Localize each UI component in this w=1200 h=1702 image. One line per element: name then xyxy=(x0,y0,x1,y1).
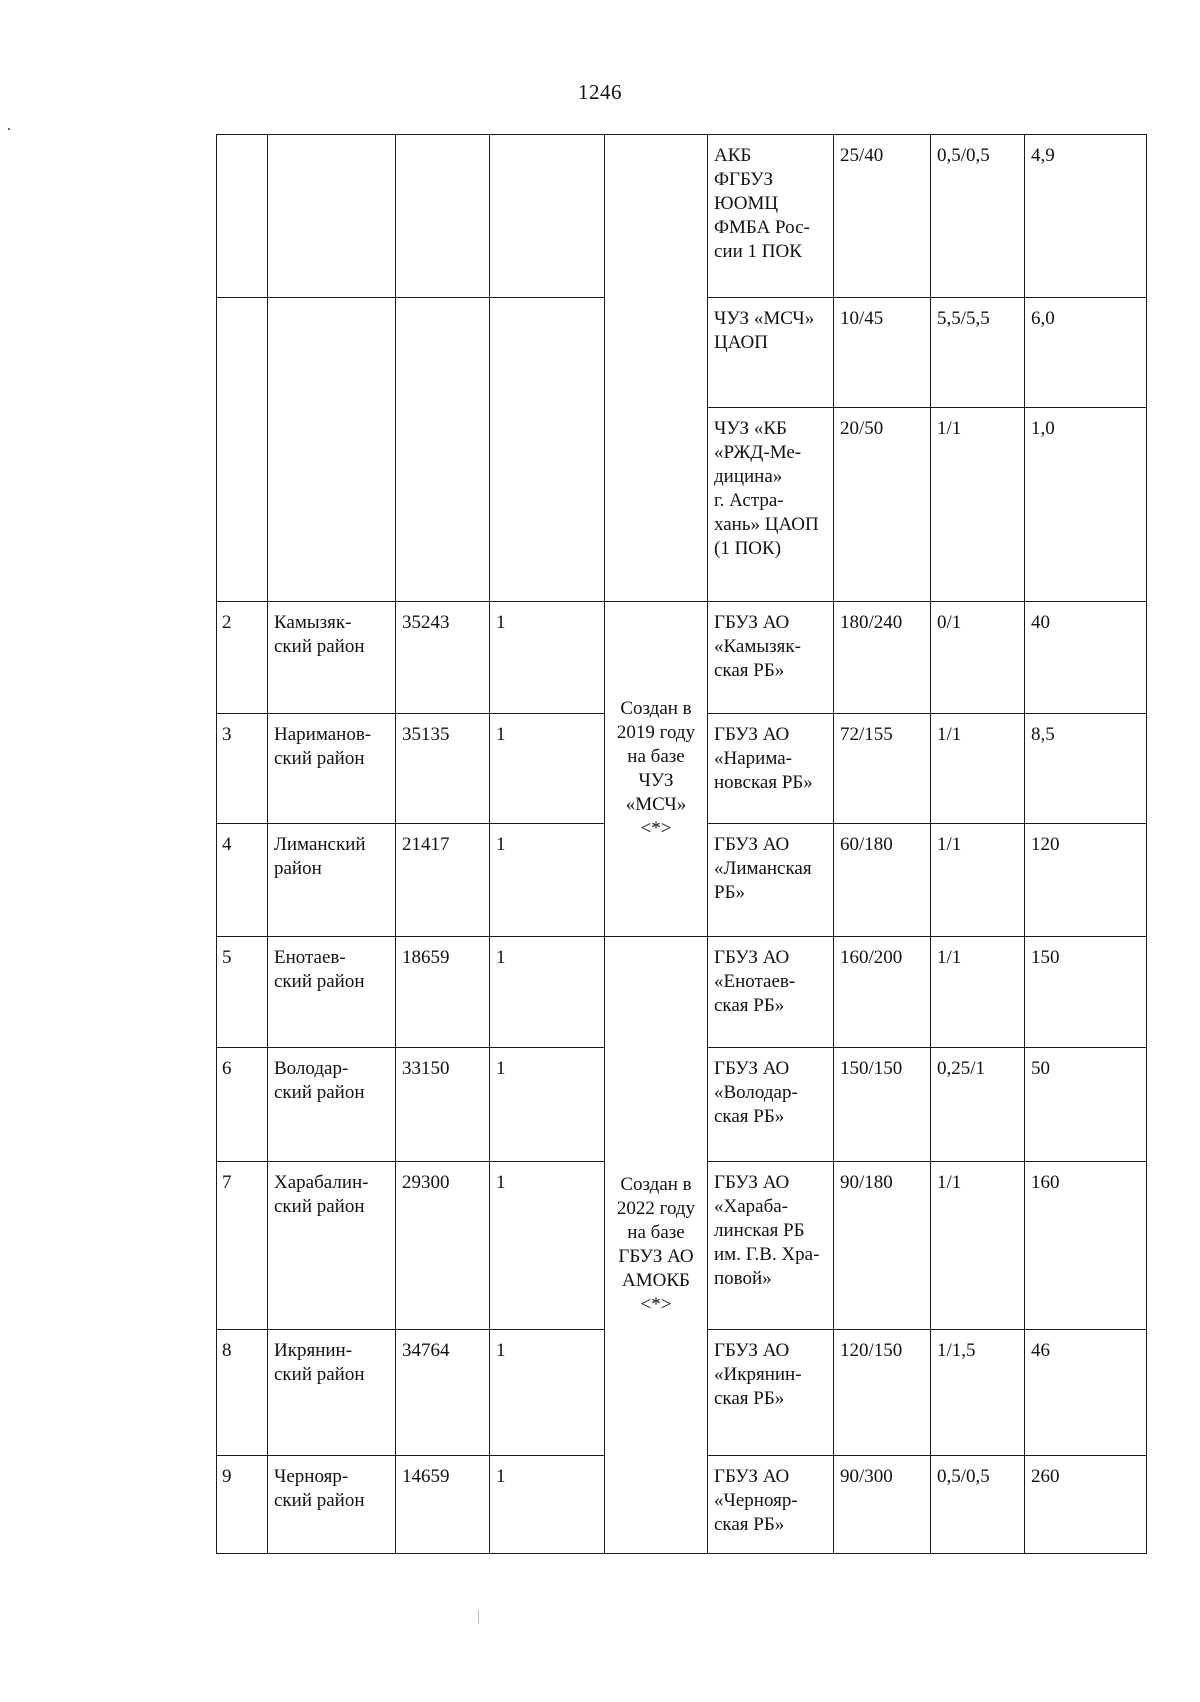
scan-mark xyxy=(478,1610,479,1624)
row-number-cell: 8 xyxy=(217,1330,268,1456)
district-cell: Лиманский район xyxy=(268,824,396,937)
organization-cell: ГБУЗ АО «Енотаев- ская РБ» xyxy=(708,937,834,1048)
row-number-cell: 9 xyxy=(217,1456,268,1554)
capacity-cell: 60/180 xyxy=(834,824,931,937)
population-cell: 29300 xyxy=(396,1162,490,1330)
table-row xyxy=(217,602,1147,714)
distance-cell: 46 xyxy=(1025,1330,1147,1456)
count-cell: 1 xyxy=(490,1048,605,1162)
ratio-cell: 1/1,5 xyxy=(931,1330,1025,1456)
count-cell xyxy=(490,298,605,602)
district-cell: Володар- ский район xyxy=(268,1048,396,1162)
row-number-cell xyxy=(217,135,268,298)
ratio-cell: 0/1 xyxy=(931,602,1025,714)
count-cell xyxy=(490,135,605,298)
distance-cell: 8,5 xyxy=(1025,714,1147,824)
ratio-cell: 1/1 xyxy=(931,714,1025,824)
ratio-cell: 0,25/1 xyxy=(931,1048,1025,1162)
ratio-cell: 1/1 xyxy=(931,408,1025,602)
district-facilities-table xyxy=(216,134,1147,1554)
distance-cell: 4,9 xyxy=(1025,135,1147,298)
row-number-cell xyxy=(217,298,268,602)
organization-cell: ГБУЗ АО «Икрянин- ская РБ» xyxy=(708,1330,834,1456)
count-cell: 1 xyxy=(490,1456,605,1554)
district-cell: Чернояр- ский район xyxy=(268,1456,396,1554)
capacity-cell: 10/45 xyxy=(834,298,931,408)
ratio-cell: 1/1 xyxy=(931,824,1025,937)
page-number: 1246 xyxy=(578,80,622,104)
organization-cell: ГБУЗ АО «Чернояр- ская РБ» xyxy=(708,1456,834,1554)
organization-cell: АКБ ФГБУЗ ЮОМЦ ФМБА Рос- сии 1 ПОК xyxy=(708,135,834,298)
capacity-cell: 72/155 xyxy=(834,714,931,824)
row-number-cell: 4 xyxy=(217,824,268,937)
distance-cell: 120 xyxy=(1025,824,1147,937)
count-cell: 1 xyxy=(490,824,605,937)
ratio-cell: 0,5/0,5 xyxy=(931,1456,1025,1554)
distance-cell: 40 xyxy=(1025,602,1147,714)
table-row xyxy=(217,937,1147,1048)
ratio-cell: 5,5/5,5 xyxy=(931,298,1025,408)
population-cell: 34764 xyxy=(396,1330,490,1456)
district-cell: Харабалин- ский район xyxy=(268,1162,396,1330)
ratio-cell: 1/1 xyxy=(931,937,1025,1048)
merged-note-cell-top xyxy=(605,135,708,602)
ratio-cell: 1/1 xyxy=(931,1162,1025,1330)
distance-cell: 260 xyxy=(1025,1456,1147,1554)
capacity-cell: 25/40 xyxy=(834,135,931,298)
count-cell: 1 xyxy=(490,602,605,714)
district-cell xyxy=(268,298,396,602)
district-cell xyxy=(268,135,396,298)
population-cell xyxy=(396,135,490,298)
population-cell: 21417 xyxy=(396,824,490,937)
population-cell: 35135 xyxy=(396,714,490,824)
organization-cell: ЧУЗ «МСЧ» ЦАОП xyxy=(708,298,834,408)
population-cell: 18659 xyxy=(396,937,490,1048)
population-cell: 35243 xyxy=(396,602,490,714)
district-cell: Икрянин- ский район xyxy=(268,1330,396,1456)
population-cell: 33150 xyxy=(396,1048,490,1162)
count-cell: 1 xyxy=(490,1330,605,1456)
organization-cell: ГБУЗ АО «Володар- ская РБ» xyxy=(708,1048,834,1162)
organization-cell: ГБУЗ АО «Хараба- линская РБ им. Г.В. Хра- повой» xyxy=(708,1162,834,1330)
organization-cell: ЧУЗ «КБ «РЖД-Ме- дицина» г. Астра- хань» ЦАОП (1 ПОК) xyxy=(708,408,834,602)
distance-cell: 1,0 xyxy=(1025,408,1147,602)
population-cell xyxy=(396,298,490,602)
table-row xyxy=(217,135,1147,298)
capacity-cell: 90/300 xyxy=(834,1456,931,1554)
distance-cell: 6,0 xyxy=(1025,298,1147,408)
count-cell: 1 xyxy=(490,1162,605,1330)
row-number-cell: 2 xyxy=(217,602,268,714)
row-number-cell: 6 xyxy=(217,1048,268,1162)
ratio-cell: 0,5/0,5 xyxy=(931,135,1025,298)
district-cell: Нариманов- ский район xyxy=(268,714,396,824)
district-cell: Камызяк- ский район xyxy=(268,602,396,714)
capacity-cell: 150/150 xyxy=(834,1048,931,1162)
distance-cell: 160 xyxy=(1025,1162,1147,1330)
distance-cell: 50 xyxy=(1025,1048,1147,1162)
count-cell: 1 xyxy=(490,714,605,824)
capacity-cell: 90/180 xyxy=(834,1162,931,1330)
organization-cell: ГБУЗ АО «Камызяк- ская РБ» xyxy=(708,602,834,714)
distance-cell: 150 xyxy=(1025,937,1147,1048)
capacity-cell: 20/50 xyxy=(834,408,931,602)
capacity-cell: 180/240 xyxy=(834,602,931,714)
row-number-cell: 7 xyxy=(217,1162,268,1330)
merged-note-2019: Создан в 2019 году на базе ЧУЗ «МСЧ» <*> xyxy=(605,602,708,937)
merged-note-2022: Создан в 2022 году на базе ГБУЗ АО АМОКБ <*> xyxy=(605,937,708,1554)
organization-cell: ГБУЗ АО «Нарима- новская РБ» xyxy=(708,714,834,824)
district-cell: Енотаев- ский район xyxy=(268,937,396,1048)
organization-cell: ГБУЗ АО «Лиманская РБ» xyxy=(708,824,834,937)
scan-speck xyxy=(8,128,10,130)
population-cell: 14659 xyxy=(396,1456,490,1554)
capacity-cell: 120/150 xyxy=(834,1330,931,1456)
row-number-cell: 3 xyxy=(217,714,268,824)
capacity-cell: 160/200 xyxy=(834,937,931,1048)
row-number-cell: 5 xyxy=(217,937,268,1048)
count-cell: 1 xyxy=(490,937,605,1048)
